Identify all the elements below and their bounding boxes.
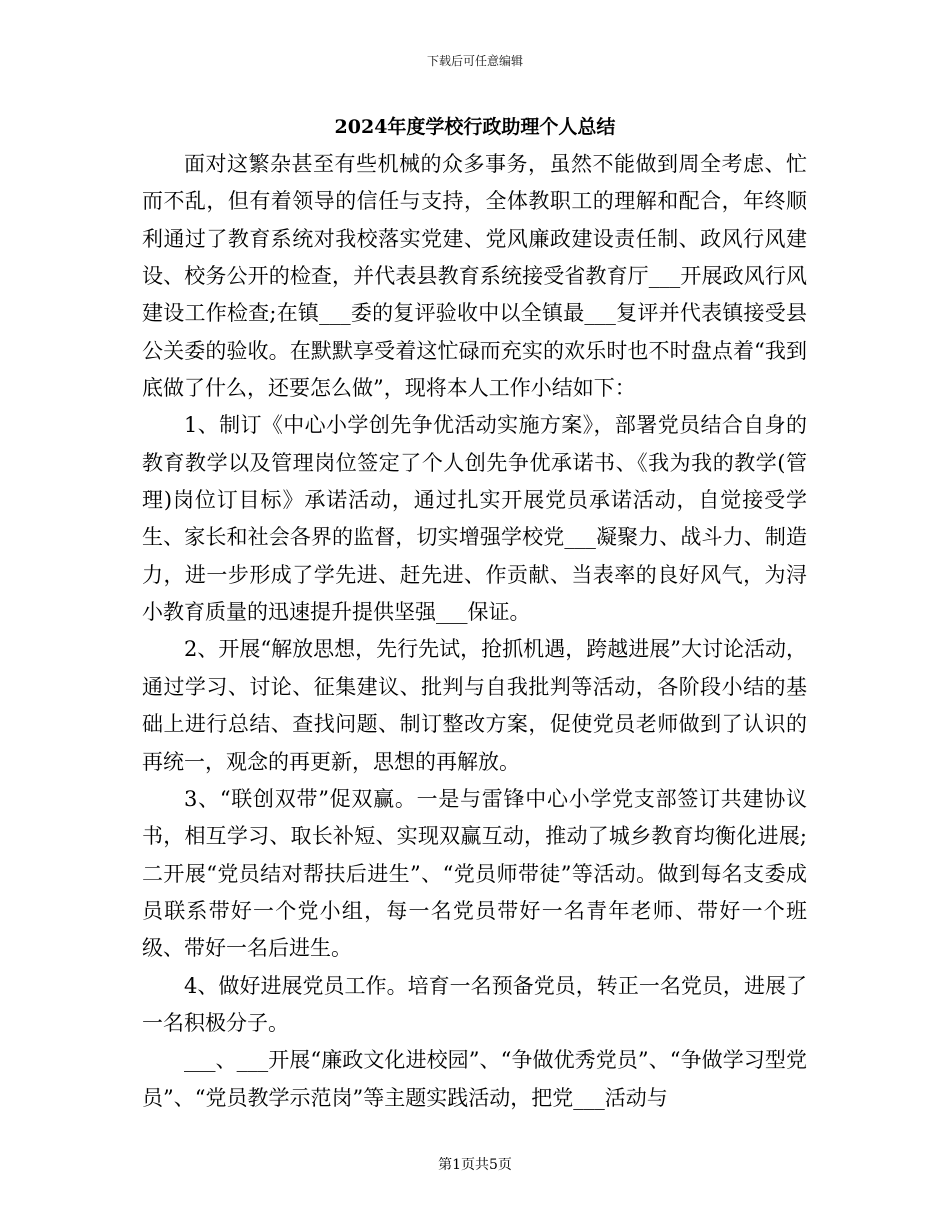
- download-editable-note: 下载后可任意编辑: [426, 54, 523, 68]
- paragraph-item-3: 3、“联创双带”促双赢。一是与雷锋中心小学党支部签订共建协议书，相互学习、取长补短、实现双赢互动，推动了城乡教育均衡化进展;二开展“党员结对帮扶后进生”、“党员师带徒”等活动。做到每名支委成员联系带好一个党小组，每一名党员带好一名青年老师、带好一个班级、带好一名后进生。: [142, 786, 807, 961]
- paragraph-item-4: 4、做好进展党员工作。培育一名预备党员，转正一名党员，进展了一名积极分子。: [142, 973, 807, 1035]
- document-body: [142, 146, 807, 1117]
- paragraph-item-5: ___、___开展“廉政文化进校园”、“争做优秀党员”、“争做学习型党员”、“党员教学示范岗”等主题实践活动，把党___活动与: [142, 1048, 807, 1110]
- paragraph-item-1: 1、制订《中心小学创先争优活动实施方案》，部署党员结合自身的教育教学以及管理岗位签定了个人创先争优承诺书、《我为我的教学(管理)岗位订目标》承诺活动，通过扎实开展党员承诺活动，自觉接受学生、家长和社会各界的监督，切实增强学校党___凝聚力、战斗力、制造力，进一步形成了学先进、赶先进、作贡献、当表率的良好风气，为浔小教育质量的迅速提升提供坚强___保证。: [142, 413, 807, 625]
- intro-paragraph: 面对这繁杂甚至有些机械的众多事务，虽然不能做到周全考虑、忙而不乱，但有着领导的信任与支持，全体教职工的理解和配合，年终顺利通过了教育系统对我校落实党建、党风廉政建设责任制、政风行风建设、校务公开的检查，并代表县教育系统接受省教育厅___开展政风行风建设工作检查;在镇___委的复评验收中以全镇最___复评并代表镇接受县公关委的验收。在默默享受着这忙碌而充实的欢乐时也不时盘点着“我到底做了什么，还要怎么做”，现将本人工作小结如下：: [142, 152, 807, 401]
- document-title: 2024年度学校行政助理个人总结: [334, 116, 616, 138]
- paragraph-item-2: 2、开展“解放思想，先行先试，抢抓机遇，跨越进展”大讨论活动，通过学习、讨论、征集建议、批判与自我批判等活动，各阶段小结的基础上进行总结、查找问题、制订整改方案，促使党员老师做到了认识的再统一，观念的再更新，思想的再解放。: [142, 637, 807, 774]
- page-number: 第1页共5页: [438, 1157, 512, 1173]
